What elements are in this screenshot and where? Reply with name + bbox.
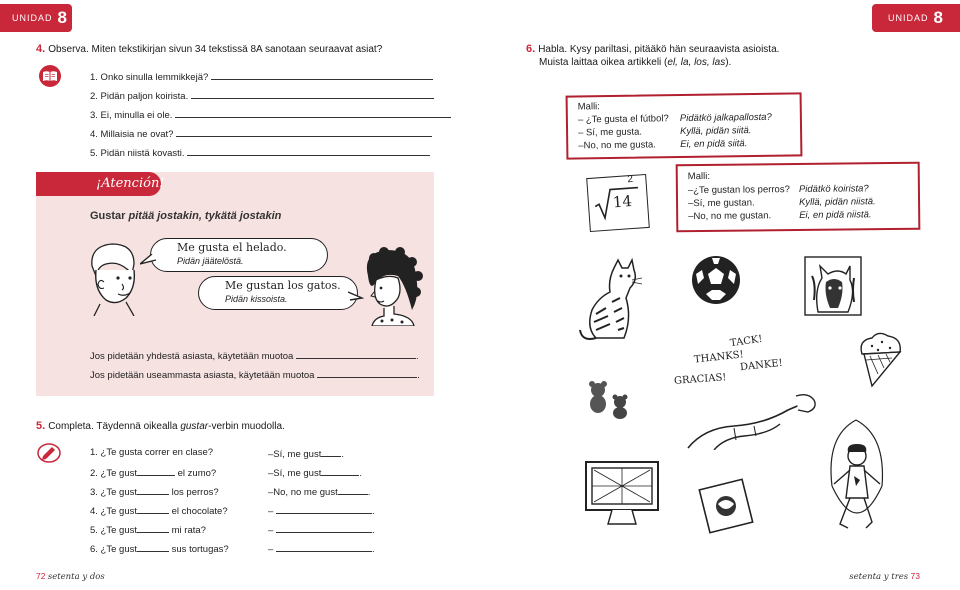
exercise-5-header: 5. Completa. Täydennä oikealla gustar-verbin muodolla. — [36, 420, 285, 432]
ex4-item-4: 4. Millaisia ne ovat? — [90, 127, 432, 141]
malli-box-2: Malli: –¿Te gustan los perros? Pidätkö koirista? –Sí, me gustan. Kyllä, pidän niistä. –No, no me gustan. Ei, en pidä niistä. — [676, 162, 921, 233]
computer-illustration — [582, 458, 662, 531]
ex5-row-5-a: – . — [268, 525, 375, 536]
unit-label: UNIDAD — [12, 13, 53, 23]
exercise-6-header: 6. Habla. Kysy pariltasi, pitääkö hän seuraavista asioista. Muista laittaa oikea artikkeli (el, la, los, las). — [526, 43, 780, 68]
girl-illustration — [354, 246, 426, 331]
ex5-row-5-q: 5. ¿Te gust mi rata? — [90, 525, 206, 536]
unit-label: UNIDAD — [888, 13, 929, 23]
rule-1: Jos pidetään yhdestä asiasta, käytetään muotoa . — [90, 351, 419, 362]
thanks-word-gracias: GRACIAS! — [673, 372, 727, 387]
horse-illustration — [804, 256, 862, 321]
bubble2-finnish: Pidän kissoista. — [225, 294, 288, 304]
teddy-bears-illustration — [586, 380, 636, 425]
exercise-number: 5. — [36, 420, 46, 432]
ex5-row-3-a: –No, no me gust . — [268, 487, 371, 498]
math-radical: 14 — [612, 192, 633, 212]
unit-number: 8 — [57, 8, 67, 27]
thanks-word-tack: TACK! — [729, 333, 764, 350]
speech-bubble-1 — [150, 238, 328, 272]
ex4-item-2: 2. Pidän paljon koirista. — [90, 89, 434, 103]
exercise-instruction: Observa. Miten tekstikirjan sivun 34 tekstissä 8A sanotaan seuraavat asiat? — [48, 44, 383, 55]
ex5-row-2-q: 2. ¿Te gust el zumo? — [90, 468, 217, 479]
ex5-row-4-a: – . — [268, 506, 375, 517]
cat-illustration — [576, 258, 646, 353]
ex5-row-6-q: 6. ¿Te gust sus tortugas? — [90, 544, 229, 555]
unit-number: 8 — [933, 8, 943, 27]
bubble-tail — [140, 254, 160, 268]
girl-jumping-rope-illustration — [822, 416, 892, 545]
page-number-right: setenta y tres 73 — [849, 571, 920, 582]
math-exponent: 2 — [627, 173, 634, 186]
exercise-4-header — [36, 43, 476, 55]
ex5-row-1-a: –Sí, me gust . — [268, 449, 344, 460]
thanks-word-thanks: THANKS! — [693, 349, 745, 366]
thanks-word-danke: DANKE! — [739, 357, 784, 374]
book-icon — [38, 64, 62, 93]
ex5-row-1-q: 1. ¿Te gusta correr en clase? — [90, 447, 214, 458]
bubble2-spanish: Me gustan los gatos. — [225, 279, 341, 292]
unit-tab-left — [0, 4, 72, 32]
ice-cream-illustration — [856, 330, 906, 393]
atencion-title: ¡Atención! — [96, 176, 165, 191]
malli-box-1: Malli: – ¿Te gusta el fútbol? Pidätkö jalkapallosta? – Sí, me gusta. Kyllä, pidän siitä. –No, no me gusta. Ei, en pidä siitä. — [566, 92, 803, 159]
bubble1-finnish: Pidän jäätelöstä. — [177, 256, 244, 266]
atencion-subtitle: Gustar pitää jostakin, tykätä jostakin — [90, 210, 282, 222]
page-number-left: 72 setenta y dos — [36, 571, 105, 582]
ex5-row-2-a: –Sí, me gust . — [268, 468, 362, 479]
math-card — [586, 174, 650, 232]
speech-bubble-2 — [198, 276, 358, 310]
chocolate-illustration — [694, 474, 758, 543]
writing-icon — [37, 442, 61, 469]
unit-tab-right — [872, 4, 960, 32]
soccer-ball-illustration — [690, 254, 742, 311]
ex4-item-3: 3. Ei, minulla ei ole. — [90, 108, 451, 122]
ex5-row-4-q: 4. ¿Te gust el chocolate? — [90, 506, 228, 517]
exercise-number: 6. — [526, 43, 536, 55]
person-reaching-illustration — [684, 388, 824, 455]
ex5-row-6-a: – . — [268, 544, 375, 555]
ex5-row-3-q: 3. ¿Te gust los perros? — [90, 487, 219, 498]
ex4-item-1: 1. Onko sinulla lemmikkejä? — [90, 70, 433, 84]
ex4-item-5: 5. Pidän niistä kovasti. — [90, 146, 430, 160]
exercise-number: 4. — [36, 43, 46, 55]
bubble1-spanish: Me gusta el helado. — [177, 241, 287, 254]
rule-2: Jos pidetään useammasta asiasta, käytetään muotoa . — [90, 370, 420, 381]
boy-illustration — [84, 240, 146, 321]
